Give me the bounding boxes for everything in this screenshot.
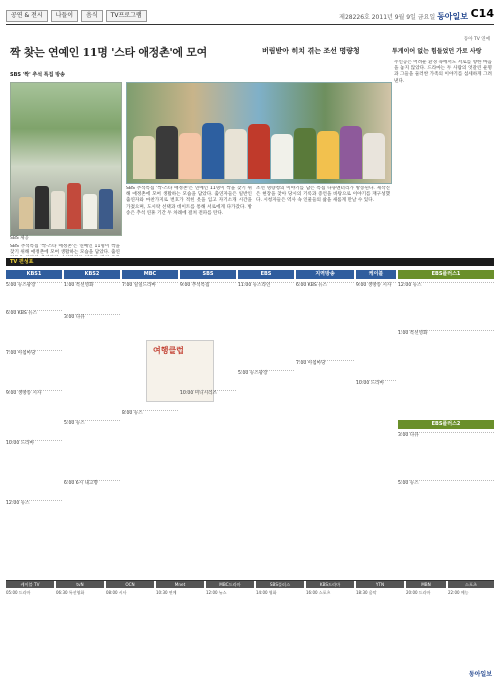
program-cell: 1:00 특선영화 xyxy=(398,330,494,337)
channel-kbs2: KBS2 xyxy=(64,270,120,279)
cable-channel: 스포츠 xyxy=(448,581,494,588)
channel-ebs: EBS xyxy=(238,270,294,279)
program-cell: 10:00 드라마 xyxy=(6,440,62,447)
cable-channel: Mnet xyxy=(156,581,204,588)
program-cell: 6:00 KBS 뉴스 xyxy=(6,310,62,317)
cable-label: 케이블 TV xyxy=(6,581,54,588)
program-cell: 6:00 6시 내고향 xyxy=(64,480,120,487)
tab-food[interactable]: 음식 xyxy=(81,10,103,22)
group-photo xyxy=(126,82,392,184)
side-headline-1: 버림받아 히치 겪는 조선 명량청 xyxy=(262,46,360,55)
channel-local: 지역방송 xyxy=(296,270,354,279)
program-cell: 1:00 특선영화 xyxy=(64,282,120,289)
program-cell: 11:00 뉴스라인 xyxy=(238,282,294,289)
channel-mbc: MBC xyxy=(122,270,178,279)
footer-logo: 동아일보 xyxy=(468,671,492,678)
program-cell: 9:00 생방송 시사 xyxy=(356,282,396,289)
channel-sbs: SBS xyxy=(180,270,236,279)
channel-ebs-plus1: EBS플러스1 xyxy=(398,270,494,279)
cable-program: 10:30 연예 xyxy=(156,590,177,595)
section-tabs xyxy=(6,10,147,22)
cable-program: 20:00 드라마 xyxy=(406,590,431,595)
program-cell: 8:00 뉴스 xyxy=(122,410,178,417)
section-kicker: 동아 TV 연예 xyxy=(463,37,490,42)
program-cell: 7:00 아침마당 xyxy=(296,360,354,367)
cable-channel: MBC드라마 xyxy=(206,581,254,588)
listing-title: TV 편성표 xyxy=(10,259,34,265)
program-cell: 3:00 다큐 xyxy=(64,314,120,321)
program-cell: 12:00 뉴스 xyxy=(6,500,62,507)
channel-cable: 케이블 xyxy=(356,270,396,279)
channel-ebs-plus2: EBS플러스2 xyxy=(398,420,494,429)
article-headline: 짝 찾는 연예인 11명 '스타 애정촌'에 모여 xyxy=(10,46,207,59)
page-header xyxy=(6,7,494,25)
issue-date: 제28226호 2011년 9월 9일 금요일 xyxy=(339,14,436,21)
cable-channel: KBS드라마 xyxy=(306,581,354,588)
program-cell: 3:00 다큐 xyxy=(398,432,494,439)
program-cell: 5:00 뉴스광장 xyxy=(6,282,62,289)
article-body-1: SBS 추석특집 '짝-스타 애정촌'은 연예인 11명이 짝을 찾기 위해 애정촌에 모여 생활하는 모습을 담았다. 출연 xyxy=(10,244,120,256)
cable-program: 06:30 특선영화 xyxy=(56,590,85,595)
cable-program: 18:30 음악 xyxy=(356,590,377,595)
program-cell: 9:00 생방송 시사 xyxy=(6,390,62,397)
photo-caption: SBS 제공 xyxy=(10,236,29,241)
article-body-3: 조선 명량청의 이야기를 담은 특집 다큐멘터리가 방송된다. 제작진은 현장을 찾아 당시의 기록과 증언을 바탕으로 이야기를 재구성했다. 시청자들은 역사 속 인물들의 삶을 새롭게 만날 수 있다. xyxy=(256,186,390,204)
ad-label: 여행클럽 xyxy=(153,345,184,355)
tab-tv[interactable]: TV프로그램 xyxy=(106,10,147,22)
cable-program: 16:00 스포츠 xyxy=(306,590,331,595)
publication-info xyxy=(339,11,468,22)
program-cell: 7:00 아침마당 xyxy=(6,350,62,357)
page-number: C14 xyxy=(470,7,494,20)
side-headline-2: 투게이어 없는 힘들었던 가로 사랑 xyxy=(392,48,482,55)
cable-channel: tvN xyxy=(56,581,104,588)
program-cell: 7:00 일일드라마 xyxy=(122,282,178,289)
tab-outing[interactable]: 나들이 xyxy=(51,10,78,22)
cable-listings xyxy=(6,580,494,685)
cable-program: 14:00 영화 xyxy=(256,590,277,595)
program-cell: 9:00 추석특집 xyxy=(180,282,236,289)
tab-performance[interactable]: 공연 & 전시 xyxy=(6,10,48,22)
program-cell: 12:00 뉴스 xyxy=(398,282,494,289)
channel-kbs1: KBS1 xyxy=(6,270,62,279)
program-cell: 5:00 뉴스 xyxy=(64,420,120,427)
newspaper-name: 동아일보 xyxy=(437,11,468,21)
cable-channel: MBN xyxy=(406,581,446,588)
cable-channel: OCN xyxy=(106,581,154,588)
side-body: 주인공은 어려운 환경 속에서도 서로를 향한 마음을 놓지 않았다. 드라마는 두 사람의 엇갈린 운명과 그들을 둘러싼 가족의 이야기를 섬세하게 그려낸다. xyxy=(394,60,492,84)
listing-bar xyxy=(6,258,494,266)
cast-photo xyxy=(10,82,122,236)
program-cell: 6:00 KBS 뉴스 xyxy=(296,282,354,289)
cable-channel: SBS플러스 xyxy=(256,581,304,588)
cable-program: 08:00 시사 xyxy=(106,590,127,595)
program-cell: 10:00 미니시리즈 xyxy=(180,390,236,397)
cable-channel: YTN xyxy=(356,581,404,588)
article-lede: SBS '짝' 추석 특집 방송 xyxy=(10,72,65,78)
cable-program: 22:00 예능 xyxy=(448,590,469,595)
cable-program: 05:00 드라마 xyxy=(6,590,31,595)
tv-schedule xyxy=(6,270,494,576)
cable-program: 12:00 뉴스 xyxy=(206,590,227,595)
program-cell: 5:00 뉴스광장 xyxy=(238,370,294,377)
program-cell: 10:00 드라마 xyxy=(356,380,396,387)
program-cell: 5:00 뉴스 xyxy=(398,480,494,487)
article-body-2: SBS 추석특집 '짝-스타 애정촌'은 연예인 11명이 짝을 찾기 위해 애정촌에 모여 생활하는 모습을 담았다. 출연자들은 일반인 출연자와 마찬가지로 번호가 적힌 옷을 입고 자기소개 시간을 가졌으며, 도시락 선택과 데이트를 통해 서로에게 다가갔다. 방송은 추석 연휴 기간 두 차례에 걸쳐 전파를 탄다. xyxy=(126,186,252,216)
